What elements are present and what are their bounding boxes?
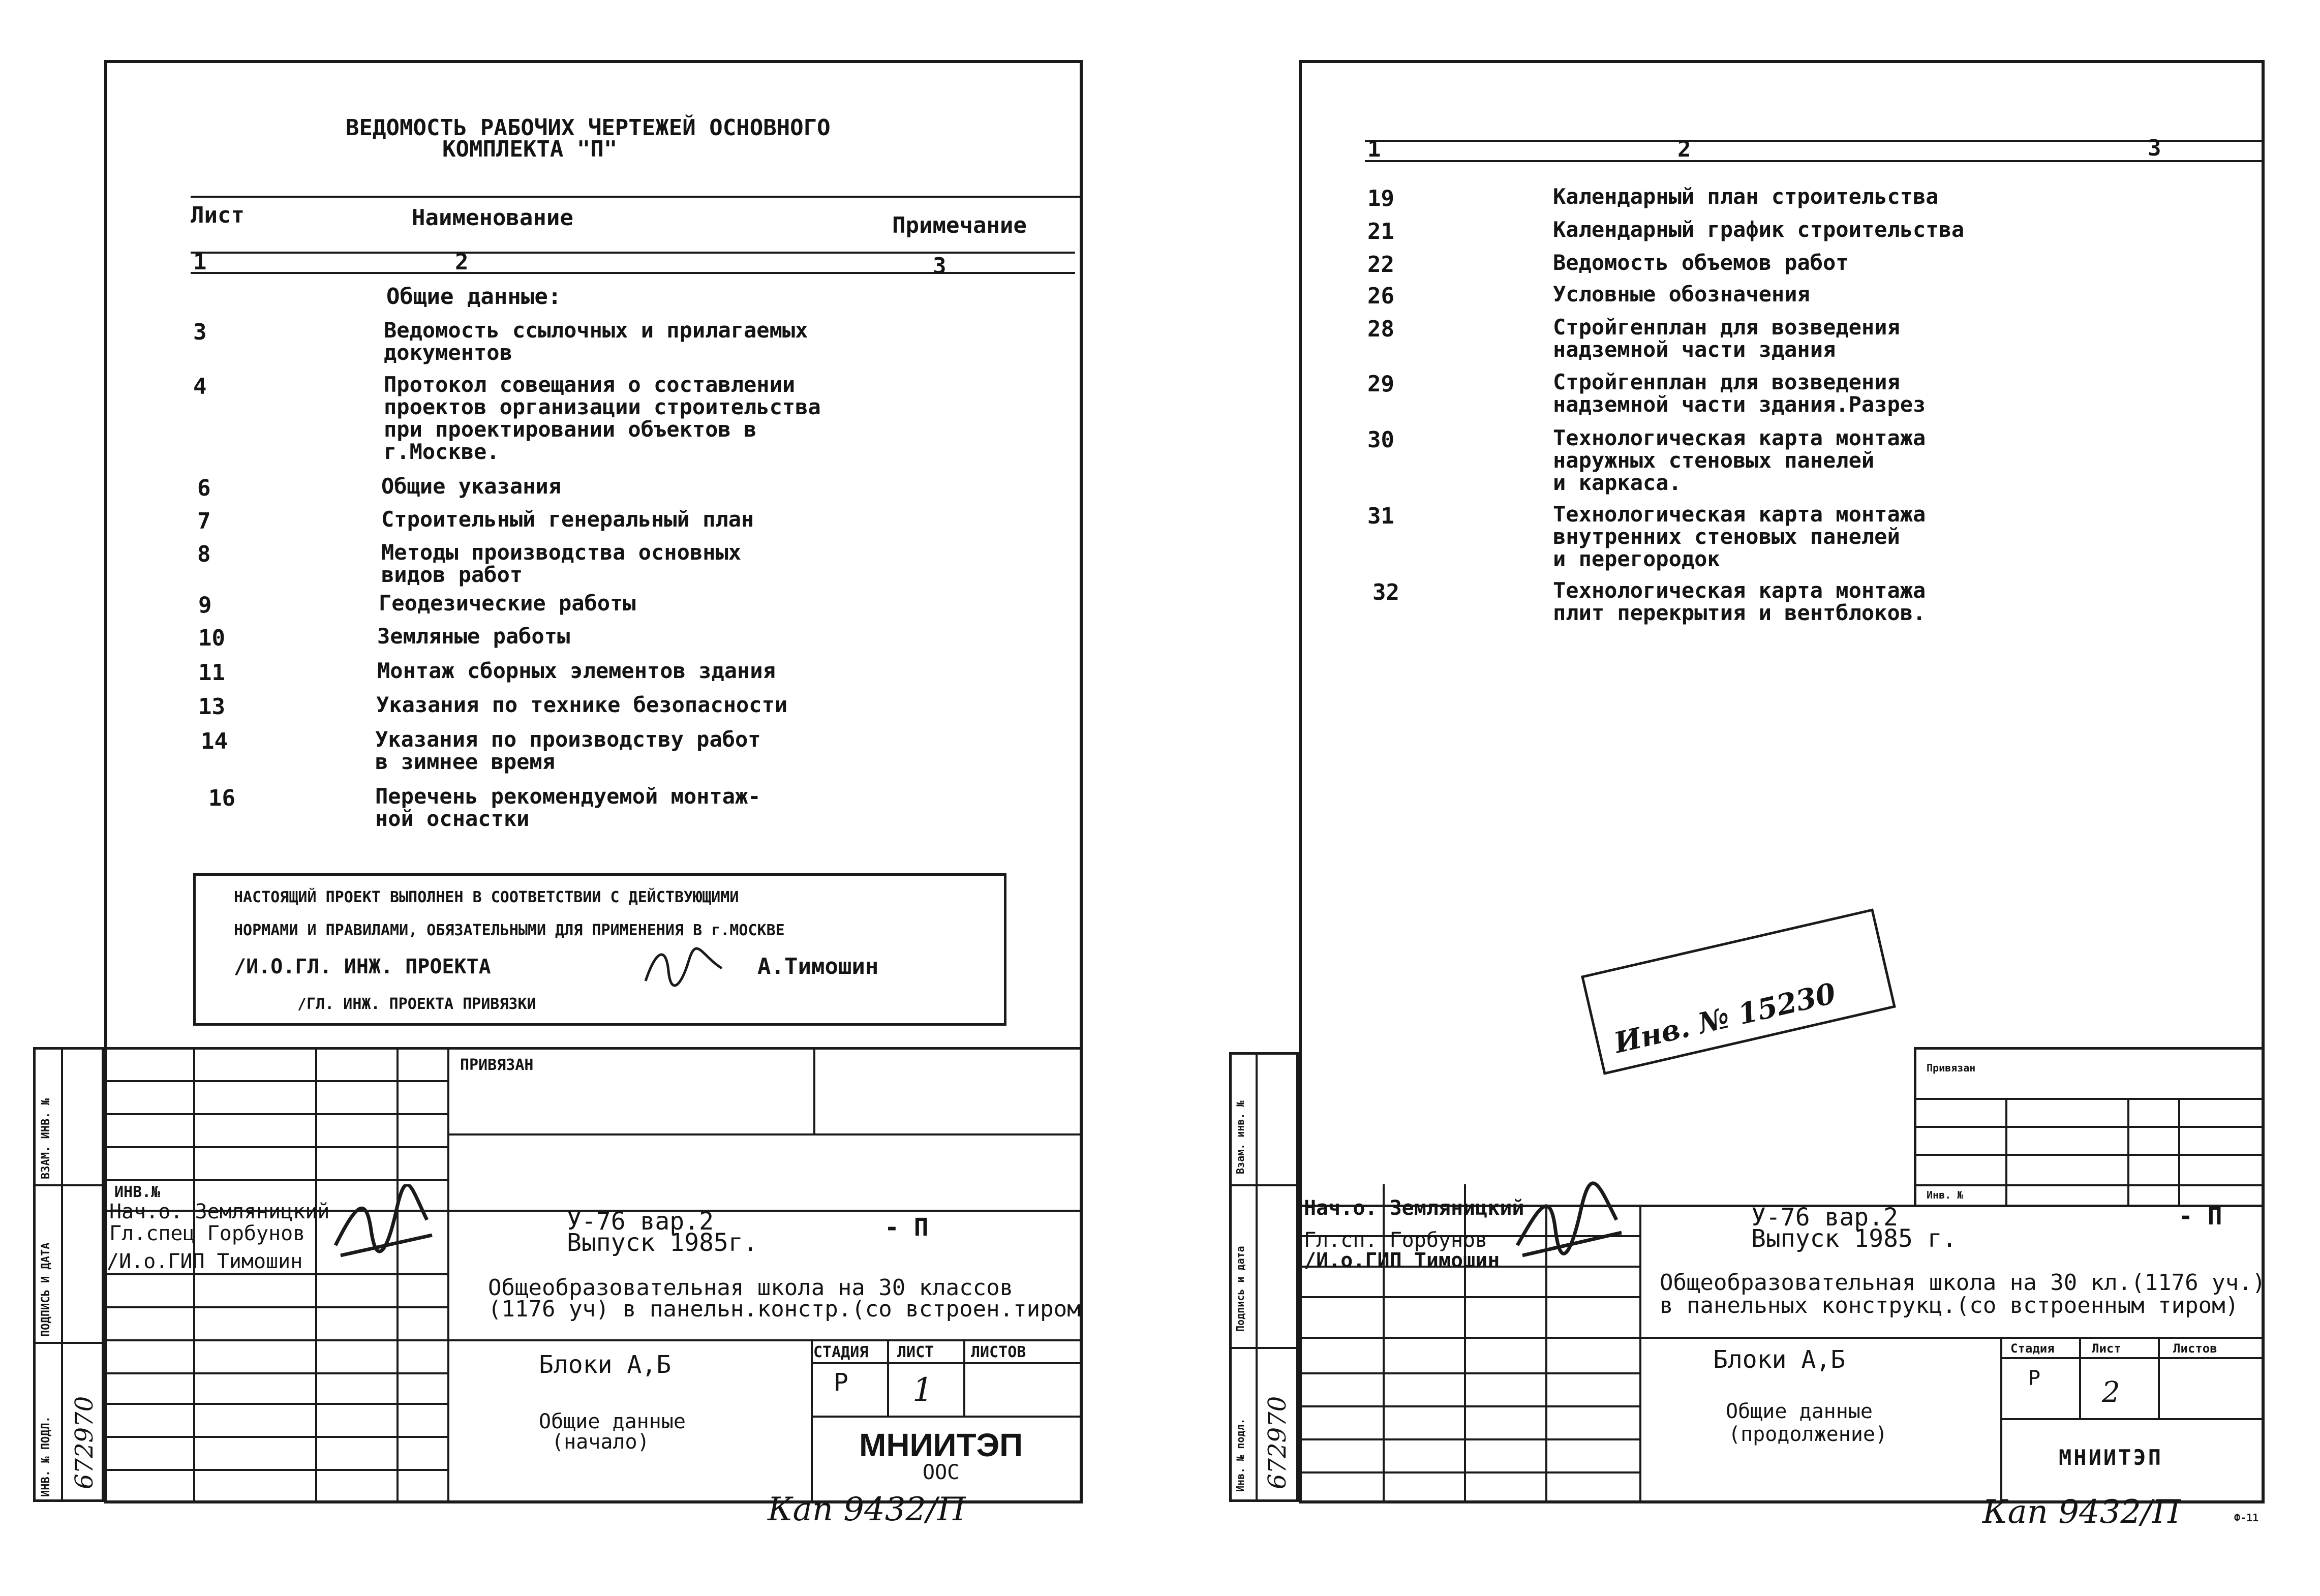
sheet-number: 13 xyxy=(198,694,225,720)
side-inv-podl: Инв. № подл. xyxy=(1234,1418,1246,1492)
tb-sheets-label: Листов xyxy=(2173,1341,2217,1356)
sheet-title: Земляные работы xyxy=(377,624,570,649)
sheet-title: Стройгенплан для возведения надземной части здания.Разрез xyxy=(1553,370,1926,417)
tb-project-code: У-76 вар.2 xyxy=(1751,1203,1898,1232)
r-priv-h2 xyxy=(1914,1126,2265,1128)
tb-inv-no: Инв. № xyxy=(1927,1189,1964,1201)
tb-stage-label: СТАДИЯ xyxy=(813,1343,869,1361)
sheet-title: Общие указания xyxy=(381,474,562,499)
r-priv-h4 xyxy=(1914,1184,2265,1186)
left-col-sheet: Лист xyxy=(191,202,245,228)
left-header-line-top xyxy=(191,196,1080,198)
tb-stage-label: Стадия xyxy=(2010,1341,2055,1356)
r-tb-h6 xyxy=(1299,1405,1639,1407)
tb-person1: Нач.о. Земляницкий xyxy=(1304,1196,1524,1220)
sheet-title: Указания по технике безопасности xyxy=(376,692,788,717)
tb-privyazan: Привязан xyxy=(1927,1062,1976,1074)
tb-person3: /И.о.ГИП Тимошин xyxy=(107,1250,303,1273)
sheet-number: 8 xyxy=(197,541,211,567)
tb-object-line2: в панельных конструкц.(со встроенным тиром) xyxy=(1660,1293,2239,1318)
left-side-divider xyxy=(61,1047,63,1502)
tb-h3 xyxy=(104,1146,447,1148)
right-side-hline2 xyxy=(1229,1347,1299,1349)
sheet-number: 7 xyxy=(197,508,211,534)
r-tb-v-sheets xyxy=(2158,1337,2160,1418)
tb-h-privyaz xyxy=(447,1133,1083,1135)
sheet-title: Монтаж сборных элементов здания xyxy=(377,658,776,683)
sheet-title: Стройгенплан для возведения надземной части здания xyxy=(1553,315,1900,362)
right-header-line1 xyxy=(1365,140,2262,142)
sheet-title: Технологическая карта монтажа плит перекрытия и вентблоков. xyxy=(1553,578,1926,625)
side-vzam: Взам. инв. № xyxy=(1234,1100,1246,1174)
tb-issue: Выпуск 1985г. xyxy=(567,1229,758,1257)
right-header-line2 xyxy=(1365,160,2262,162)
tb-section-line1: Общие данные xyxy=(539,1410,686,1433)
tb-object-line1: Общеобразовательная школа на 30 кл.(1176 уч.) xyxy=(1660,1270,2266,1296)
r-priv-v1 xyxy=(2005,1098,2007,1205)
r-tb-h4 xyxy=(1299,1337,2265,1339)
tb-v4 xyxy=(447,1047,449,1502)
sheet-title: Протокол совещания о составлении проектов организации строительства при проектировании объектов в г.Москве. xyxy=(384,372,821,464)
tb-issue: Выпуск 1985 г. xyxy=(1751,1224,1957,1253)
signature-icon xyxy=(1505,1179,1632,1266)
tb-section-line1: Общие данные xyxy=(1726,1400,1873,1423)
tb-h-stagebot xyxy=(811,1416,1083,1418)
sheet-title: Геодезические работы xyxy=(379,591,636,616)
tb-h10 xyxy=(104,1403,447,1405)
tb-person2: Гл.сп. Горбунов xyxy=(1304,1229,1488,1252)
sheet-number: 4 xyxy=(193,374,207,400)
sheet-number: 14 xyxy=(201,728,228,754)
sheet-number: 30 xyxy=(1367,427,1394,453)
r-priv-h1 xyxy=(1914,1098,2265,1100)
right-side-hline1 xyxy=(1229,1184,1299,1186)
r-priv-h3 xyxy=(1914,1154,2265,1156)
tb-format: Ф-11 xyxy=(2234,1512,2259,1524)
sheet-number: 26 xyxy=(1367,283,1394,309)
left-colnum-3: 3 xyxy=(933,253,947,279)
tb-blocks: Блоки А,Б xyxy=(1713,1345,1846,1374)
sheet-number: 21 xyxy=(1367,219,1394,244)
tb-person1: Нач.о. Земляницкий xyxy=(109,1200,330,1223)
tb-h4 xyxy=(104,1179,447,1181)
side-podpis: ПОДПИСЬ И ДАТА xyxy=(40,1242,52,1337)
left-col-name: Наименование xyxy=(412,205,573,231)
inventory-stamp-number: Инв. № 15230 xyxy=(1611,976,1839,1060)
tb-sheet-value: 2 xyxy=(2102,1376,2120,1409)
sheet-number: 3 xyxy=(193,319,207,345)
sheet-title: Календарный график строительства xyxy=(1553,217,1965,242)
tb-privyazan: ПРИВЯЗАН xyxy=(460,1056,534,1074)
right-side-divider xyxy=(1256,1052,1258,1502)
tb-sheet-label: Лист xyxy=(2092,1341,2121,1356)
sheet-title: Условные обозначения xyxy=(1553,282,1810,306)
sheet-title: Ведомость объемов работ xyxy=(1553,250,1849,275)
r-tb-h8 xyxy=(1299,1471,1639,1474)
tb-stage-value: Р xyxy=(2028,1367,2041,1390)
sheet-title: Технологическая карта монтажа наружных стеновых панелей и каркаса. xyxy=(1553,425,1926,495)
left-side-hline2 xyxy=(33,1342,104,1344)
tb-org: МНИИТЭП xyxy=(2059,1445,2163,1470)
side-inv-podl: ИНВ. № ПОДЛ. xyxy=(40,1416,52,1497)
sheet-title: Календарный план строительства xyxy=(1553,184,1939,209)
left-colnum-1: 1 xyxy=(193,249,207,275)
sheet-title: Ведомость ссылочных и прилагаемых документов xyxy=(384,318,808,365)
stamp-line4: /ГЛ. ИНЖ. ПРОЕКТА ПРИВЯЗКИ xyxy=(297,995,536,1013)
sheet-number: 32 xyxy=(1372,579,1399,605)
r-tb-v4 xyxy=(1639,1205,1641,1502)
tb-h11 xyxy=(104,1436,447,1438)
tb-v-sheets xyxy=(963,1339,965,1416)
tb-sheets-label: ЛИСТОВ xyxy=(971,1343,1026,1361)
sheet-title: Строительный генеральный план xyxy=(381,507,754,532)
r-tb-h-stagebot xyxy=(2000,1418,2265,1420)
sheet-number: 9 xyxy=(198,592,212,618)
side-inv-number: 672970 xyxy=(70,1396,99,1489)
right-colnum-3: 3 xyxy=(2148,135,2161,161)
tb-stage-mark: - П xyxy=(2178,1202,2222,1231)
r-priv-v2 xyxy=(2127,1098,2129,1205)
tb-org-sub: ООС xyxy=(923,1461,960,1484)
stamp-line2: НОРМАМИ И ПРАВИЛАМИ, ОБЯЗАТЕЛЬНЫМИ ДЛЯ ПРИМЕНЕНИЯ В г.МОСКВЕ xyxy=(234,922,785,939)
tb-section-line2: (продолжение) xyxy=(1728,1423,1888,1446)
tb-section-line2: (начало) xyxy=(552,1430,650,1454)
tb-h8 xyxy=(104,1339,1083,1341)
signature-icon xyxy=(325,1184,442,1266)
signature-icon xyxy=(640,940,727,991)
sheet-number: 22 xyxy=(1367,252,1394,278)
left-group-heading: Общие данные: xyxy=(386,284,562,310)
tb-h2 xyxy=(104,1113,447,1115)
tb-h7 xyxy=(104,1306,447,1308)
right-colnum-1: 1 xyxy=(1367,136,1381,162)
tb-h12 xyxy=(104,1469,447,1471)
right-colnum-2: 2 xyxy=(1677,136,1691,162)
left-handwritten-note: Кап 9432/П xyxy=(768,1491,966,1528)
tb-object-line1: Общеобразовательная школа на 30 классов xyxy=(488,1275,1014,1301)
stamp-name: А.Тимошин xyxy=(757,954,879,979)
tb-v-sheet xyxy=(887,1339,889,1416)
stamp-line3: /И.О.ГЛ. ИНЖ. ПРОЕКТА xyxy=(234,955,491,978)
tb-sheet-value: 1 xyxy=(912,1371,933,1409)
r-tb-h3 xyxy=(1299,1296,1639,1298)
tb-h1 xyxy=(104,1080,447,1082)
sheet-number: 11 xyxy=(198,660,225,686)
side-inv-number: 672970 xyxy=(1263,1396,1292,1489)
sheet-title: Указания по производству работ в зимнее время xyxy=(375,727,761,774)
sheet-title: Методы производства основных видов работ xyxy=(381,540,742,587)
r-tb-v-sheet xyxy=(2079,1337,2081,1418)
left-col-note: Примечание xyxy=(892,212,1027,238)
tb-h-stagehdr xyxy=(811,1362,1083,1364)
tb-h9 xyxy=(104,1372,447,1374)
sheet-number: 16 xyxy=(208,785,235,811)
tb-h6 xyxy=(104,1273,447,1275)
sheet-number: 29 xyxy=(1367,371,1394,397)
tb-stage-mark: - П xyxy=(884,1213,929,1242)
side-podpis: Подпись и дата xyxy=(1234,1246,1246,1332)
right-handwritten-note: Кап 9432/П xyxy=(1982,1493,2181,1531)
r-tb-h-stagehdr xyxy=(2000,1357,2265,1359)
left-title-line1: ВЕДОМОСТЬ РАБОЧИХ ЧЕРТЕЖЕЙ ОСНОВНОГО xyxy=(346,115,831,141)
sheet-number: 19 xyxy=(1367,186,1394,211)
r-tb-h7 xyxy=(1299,1438,1639,1440)
sheet-number: 28 xyxy=(1367,316,1394,342)
tb-inv-no: ИНВ.№ xyxy=(114,1183,161,1201)
tb-v-privyaz xyxy=(813,1047,815,1133)
r-priv-v3 xyxy=(2178,1098,2180,1205)
sheet-number: 31 xyxy=(1367,503,1394,529)
tb-blocks: Блоки А,Б xyxy=(539,1351,671,1379)
r-tb-h5 xyxy=(1299,1372,1639,1374)
tb-project-code: У-76 вар.2 xyxy=(567,1207,714,1236)
stamp-line1: НАСТОЯЩИЙ ПРОЕКТ ВЫПОЛНЕН В СООТВЕТСТВИИ С ДЕЙСТВУЮЩИМИ xyxy=(234,888,739,906)
left-side-hline1 xyxy=(33,1184,104,1186)
sheet-title: Технологическая карта монтажа внутренних стеновых панелей и перегородок xyxy=(1553,502,1926,571)
tb-person2: Гл.спец Горбунов xyxy=(109,1222,306,1245)
tb-object-line2: (1176 уч) в панельн.констр.(со встроен.тиром xyxy=(488,1296,1081,1322)
left-title-line2: КОМПЛЕКТА "П" xyxy=(442,136,618,162)
tb-stage-value: Р xyxy=(834,1368,848,1397)
left-colnum-2: 2 xyxy=(455,249,469,275)
side-vzam: ВЗАМ. ИНВ. № xyxy=(40,1098,52,1179)
sheet-number: 10 xyxy=(198,625,225,651)
sheet-title: Перечень рекомендуемой монтаж- ной оснастки xyxy=(375,784,761,831)
tb-org: МНИИТЭП xyxy=(859,1427,1023,1463)
sheet-number: 6 xyxy=(197,475,211,501)
tb-sheet-label: ЛИСТ xyxy=(897,1343,934,1361)
tb-person3: /И.о.ГИП Тимошин xyxy=(1304,1249,1500,1272)
